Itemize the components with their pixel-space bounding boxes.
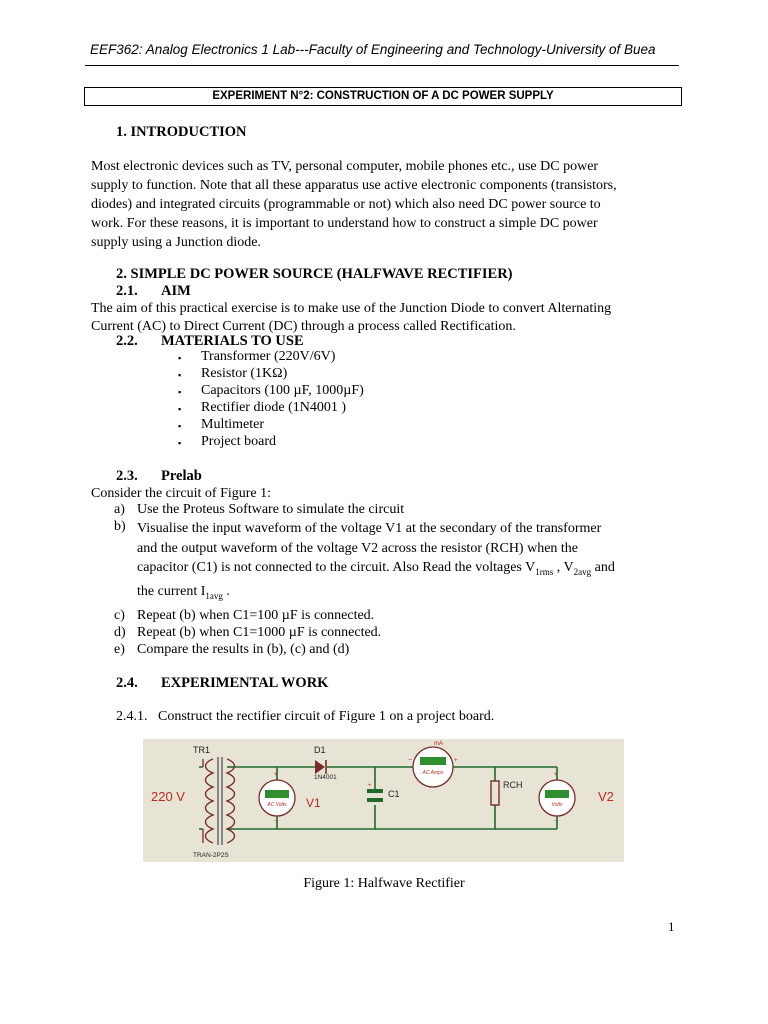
section2-heading: 2. SIMPLE DC POWER SOURCE (HALFWAVE RECTIFIER): [116, 266, 513, 282]
experimental-number: 2.4.: [116, 675, 138, 691]
svg-text:+: +: [274, 772, 278, 778]
figure-caption: Figure 1: Halfwave Rectifier: [303, 876, 465, 891]
list-bullet: ▪: [178, 370, 182, 380]
v2-label: V2: [598, 789, 614, 804]
prelab-label-c: c): [114, 608, 125, 623]
circuit-figure: [143, 739, 624, 862]
svg-text:−: −: [274, 818, 279, 825]
prelab-label-d: d): [114, 625, 126, 640]
voltmeter-v2: [539, 772, 575, 825]
prelab-title: Prelab: [161, 468, 202, 484]
circuit-diagram: [143, 739, 624, 862]
material-item: Multimeter: [201, 417, 264, 432]
svg-text:+: +: [368, 783, 372, 789]
list-bullet: ▪: [178, 387, 182, 397]
ammeter: [408, 747, 458, 787]
intro-line: diodes) and integrated circuits (programmable or not) which also need DC power source to: [91, 197, 601, 212]
intro-line: supply using a Junction diode.: [91, 235, 261, 250]
prelab-intro: Consider the circuit of Figure 1:: [91, 486, 272, 501]
aim-title: AIM: [161, 283, 191, 299]
materials-number: 2.2.: [116, 333, 138, 349]
aim-line: The aim of this practical exercise is to make use of the Junction Diode to convert Alternating: [91, 301, 612, 316]
svg-text:AC Volts: AC Volts: [267, 802, 287, 808]
prelab-item-c: Repeat (b) when C1=100 µF is connected.: [137, 608, 375, 623]
prelab-b-line: and the output waveform of the voltage V2 across the resistor (RCH) when the: [137, 540, 579, 556]
material-item: Resistor (1KΩ): [201, 366, 288, 381]
prelab-item-e: Compare the results in (b), (c) and (d): [137, 642, 350, 657]
prelab-label-b: b): [114, 519, 126, 534]
svg-text:AC Amps: AC Amps: [422, 770, 444, 776]
list-bullet: ▪: [178, 421, 182, 431]
subscript: 1rms: [535, 566, 554, 577]
intro-line: work. For these reasons, it is important to understand how to construct a simple DC power: [91, 216, 598, 231]
transformer-label: TR1: [193, 745, 211, 755]
diode-label: D1: [314, 745, 326, 755]
prelab-item-b: [137, 519, 676, 607]
subscript: 2avg: [573, 566, 592, 577]
material-item: Rectifier diode (1N4001 ): [201, 400, 347, 415]
subscript: 1avg: [205, 591, 223, 602]
aim-number: 2.1.: [116, 283, 138, 299]
intro-heading: 1. INTRODUCTION: [116, 124, 247, 140]
resistor-label: RCH: [503, 780, 523, 790]
experimental-step: 2.4.1. Construct the rectifier circuit of Figure 1 on a project board.: [116, 709, 495, 724]
transformer: [203, 757, 235, 845]
intro-paragraph: [91, 157, 676, 252]
svg-text:Volts: Volts: [551, 802, 563, 808]
material-item: Transformer (220V/6V): [201, 349, 336, 364]
diode: [315, 760, 326, 774]
source-voltage-label: 220 V: [151, 789, 185, 804]
prelab-b-line: capacitor (C1) is not connected to the circuit. Also Read the voltages $V_{1rms}$ , $V_{2avg}$ and: [137, 560, 615, 577]
aim-line: Current (AC) to Direct Current (DC) through a process called Rectification.: [91, 319, 516, 334]
material-item: Capacitors (100 µF, 1000µF): [201, 383, 364, 398]
prelab-label-e: e): [114, 642, 125, 657]
svg-text:−: −: [554, 818, 559, 825]
resistor: [491, 781, 499, 805]
capacitor-label: C1: [388, 789, 400, 799]
svg-text:+: +: [454, 758, 458, 764]
svg-text:−: −: [408, 757, 413, 764]
svg-text:+: +: [554, 772, 558, 778]
voltmeter-v1: [259, 772, 295, 825]
transformer-model: TRAN-2P2S: [193, 852, 229, 859]
aim-paragraph: [91, 300, 676, 336]
prelab-b-line: the current $I_{1avg}$ .: [137, 584, 230, 602]
list-bullet: ▪: [178, 404, 182, 414]
diode-model: 1N4001: [314, 774, 337, 781]
list-bullet: ▪: [178, 353, 182, 363]
page-number: 1: [668, 919, 675, 934]
prelab-item-d: Repeat (b) when C1=1000 µF is connected.: [137, 625, 382, 640]
prelab-item-a: Use the Proteus Software to simulate the circuit: [137, 502, 405, 517]
prelab-b-line: Visualise the input waveform of the voltage V1 at the secondary of the transformer: [137, 521, 602, 536]
prelab-label-a: a): [114, 502, 125, 517]
header-rule: [85, 65, 679, 66]
material-item: Project board: [201, 434, 277, 449]
intro-line: Most electronic devices such as TV, personal computer, mobile phones etc., use DC power: [91, 159, 599, 174]
materials-title: MATERIALS TO USE: [161, 333, 304, 349]
page-header: EEF362: Analog Electronics 1 Lab---Faculty of Engineering and Technology-University of Buea: [90, 42, 656, 57]
intro-line: supply to function. Note that all these apparatus use active electronic components (transistors,: [91, 178, 617, 193]
experiment-title: EXPERIMENT N°2: CONSTRUCTION OF A DC POWER SUPPLY: [84, 87, 682, 106]
v1-label: V1: [306, 796, 321, 810]
list-bullet: ▪: [178, 438, 182, 448]
experimental-title: EXPERIMENTAL WORK: [161, 675, 329, 691]
prelab-number: 2.3.: [116, 468, 138, 484]
ammeter-unit: mA: [434, 741, 443, 747]
